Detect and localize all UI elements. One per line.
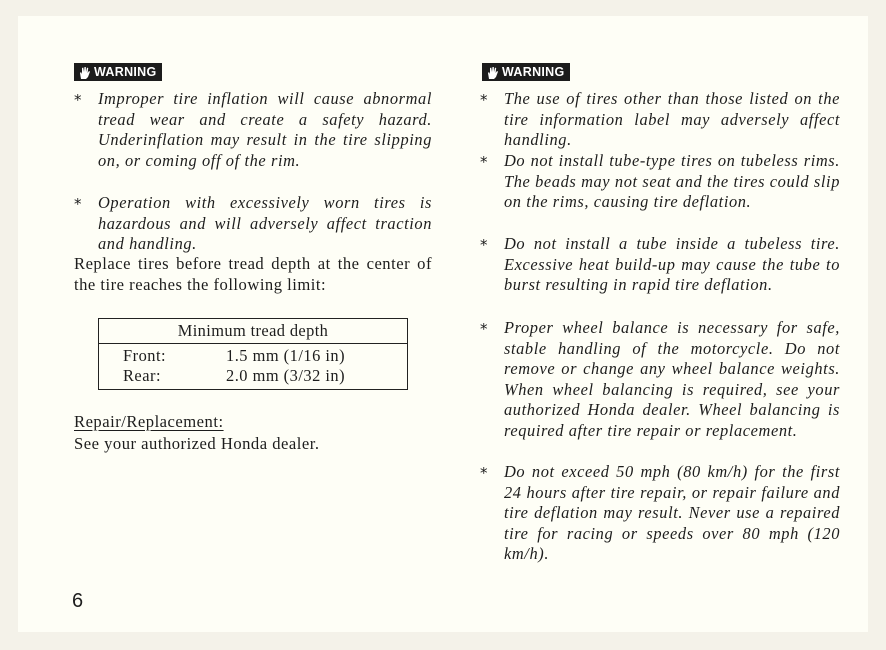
- warning-item-text: The use of tires other than those listed on the tire information label may adversely affect handling.: [504, 89, 840, 149]
- warning-item: [480, 318, 840, 441]
- manual-page: [18, 16, 868, 632]
- repair-heading: Repair/Replacement:: [74, 412, 224, 431]
- warning-item: [74, 193, 432, 255]
- warning-badge: [482, 63, 570, 81]
- warning-item-text: Do not install tube-type tires on tubeless rims. The beads may not seat and the tires could slip on the rims, causing tire deflation.: [504, 151, 840, 211]
- warning-item: [480, 151, 840, 213]
- table-header: Minimum tread depth: [99, 319, 407, 344]
- bullet-star: *: [480, 320, 489, 338]
- warning-item-text: Do not exceed 50 mph (80 km/h) for the first 24 hours after tire repair, or repair failure and tire deflation may result. Never use a repaired tire for racing or speeds over 80 mph (120 km/h).: [504, 462, 840, 563]
- replace-instruction: Replace tires before tread depth at the center of the tire reaches the following limit:: [74, 254, 432, 294]
- bullet-star: *: [480, 464, 489, 482]
- warning-item-text: Do not install a tube inside a tubeless tire. Excessive heat build-up may cause the tube to burst resulting in rapid tire deflation.: [504, 234, 840, 294]
- warning-item: [480, 462, 840, 565]
- bullet-star: *: [480, 153, 489, 171]
- page-number: 6: [72, 590, 84, 612]
- warning-hand-icon: [486, 66, 500, 80]
- warning-item-text: Operation with excessively worn tires is hazardous and will adversely affect traction and handling.: [98, 193, 432, 253]
- warning-item-text: Improper tire inflation will cause abnormal tread wear and create a safety hazard. Underinflation may result in the tire slipping on, or coming off of the rim.: [98, 89, 432, 170]
- warning-label: WARNING: [94, 65, 157, 79]
- table-value: 1.5 mm (1/16 in): [226, 346, 346, 365]
- warning-item: [74, 89, 432, 171]
- warning-badge: [74, 63, 162, 81]
- table-row: [99, 366, 407, 386]
- bullet-star: *: [74, 91, 83, 109]
- warning-item: [480, 234, 840, 296]
- warning-item: [480, 89, 840, 151]
- warning-item-text: Proper wheel balance is necessary for safe, stable handling of the motorcycle. Do not remove or change any wheel balance weights. When wheel balancing is required, see your authorized Honda dealer. Wheel balancing is required after tire repair or replacement.: [504, 318, 840, 440]
- bullet-star: *: [480, 236, 489, 254]
- table-row: [99, 346, 407, 366]
- table-position: Rear:: [123, 366, 161, 385]
- warning-hand-icon: [78, 66, 92, 80]
- warning-label: WARNING: [502, 65, 565, 79]
- repair-text: See your authorized Honda dealer.: [74, 434, 320, 453]
- table-value: 2.0 mm (3/32 in): [226, 366, 346, 385]
- tread-depth-table: [98, 318, 408, 390]
- bullet-star: *: [480, 91, 489, 109]
- bullet-star: *: [74, 195, 83, 213]
- table-position: Front:: [123, 346, 167, 365]
